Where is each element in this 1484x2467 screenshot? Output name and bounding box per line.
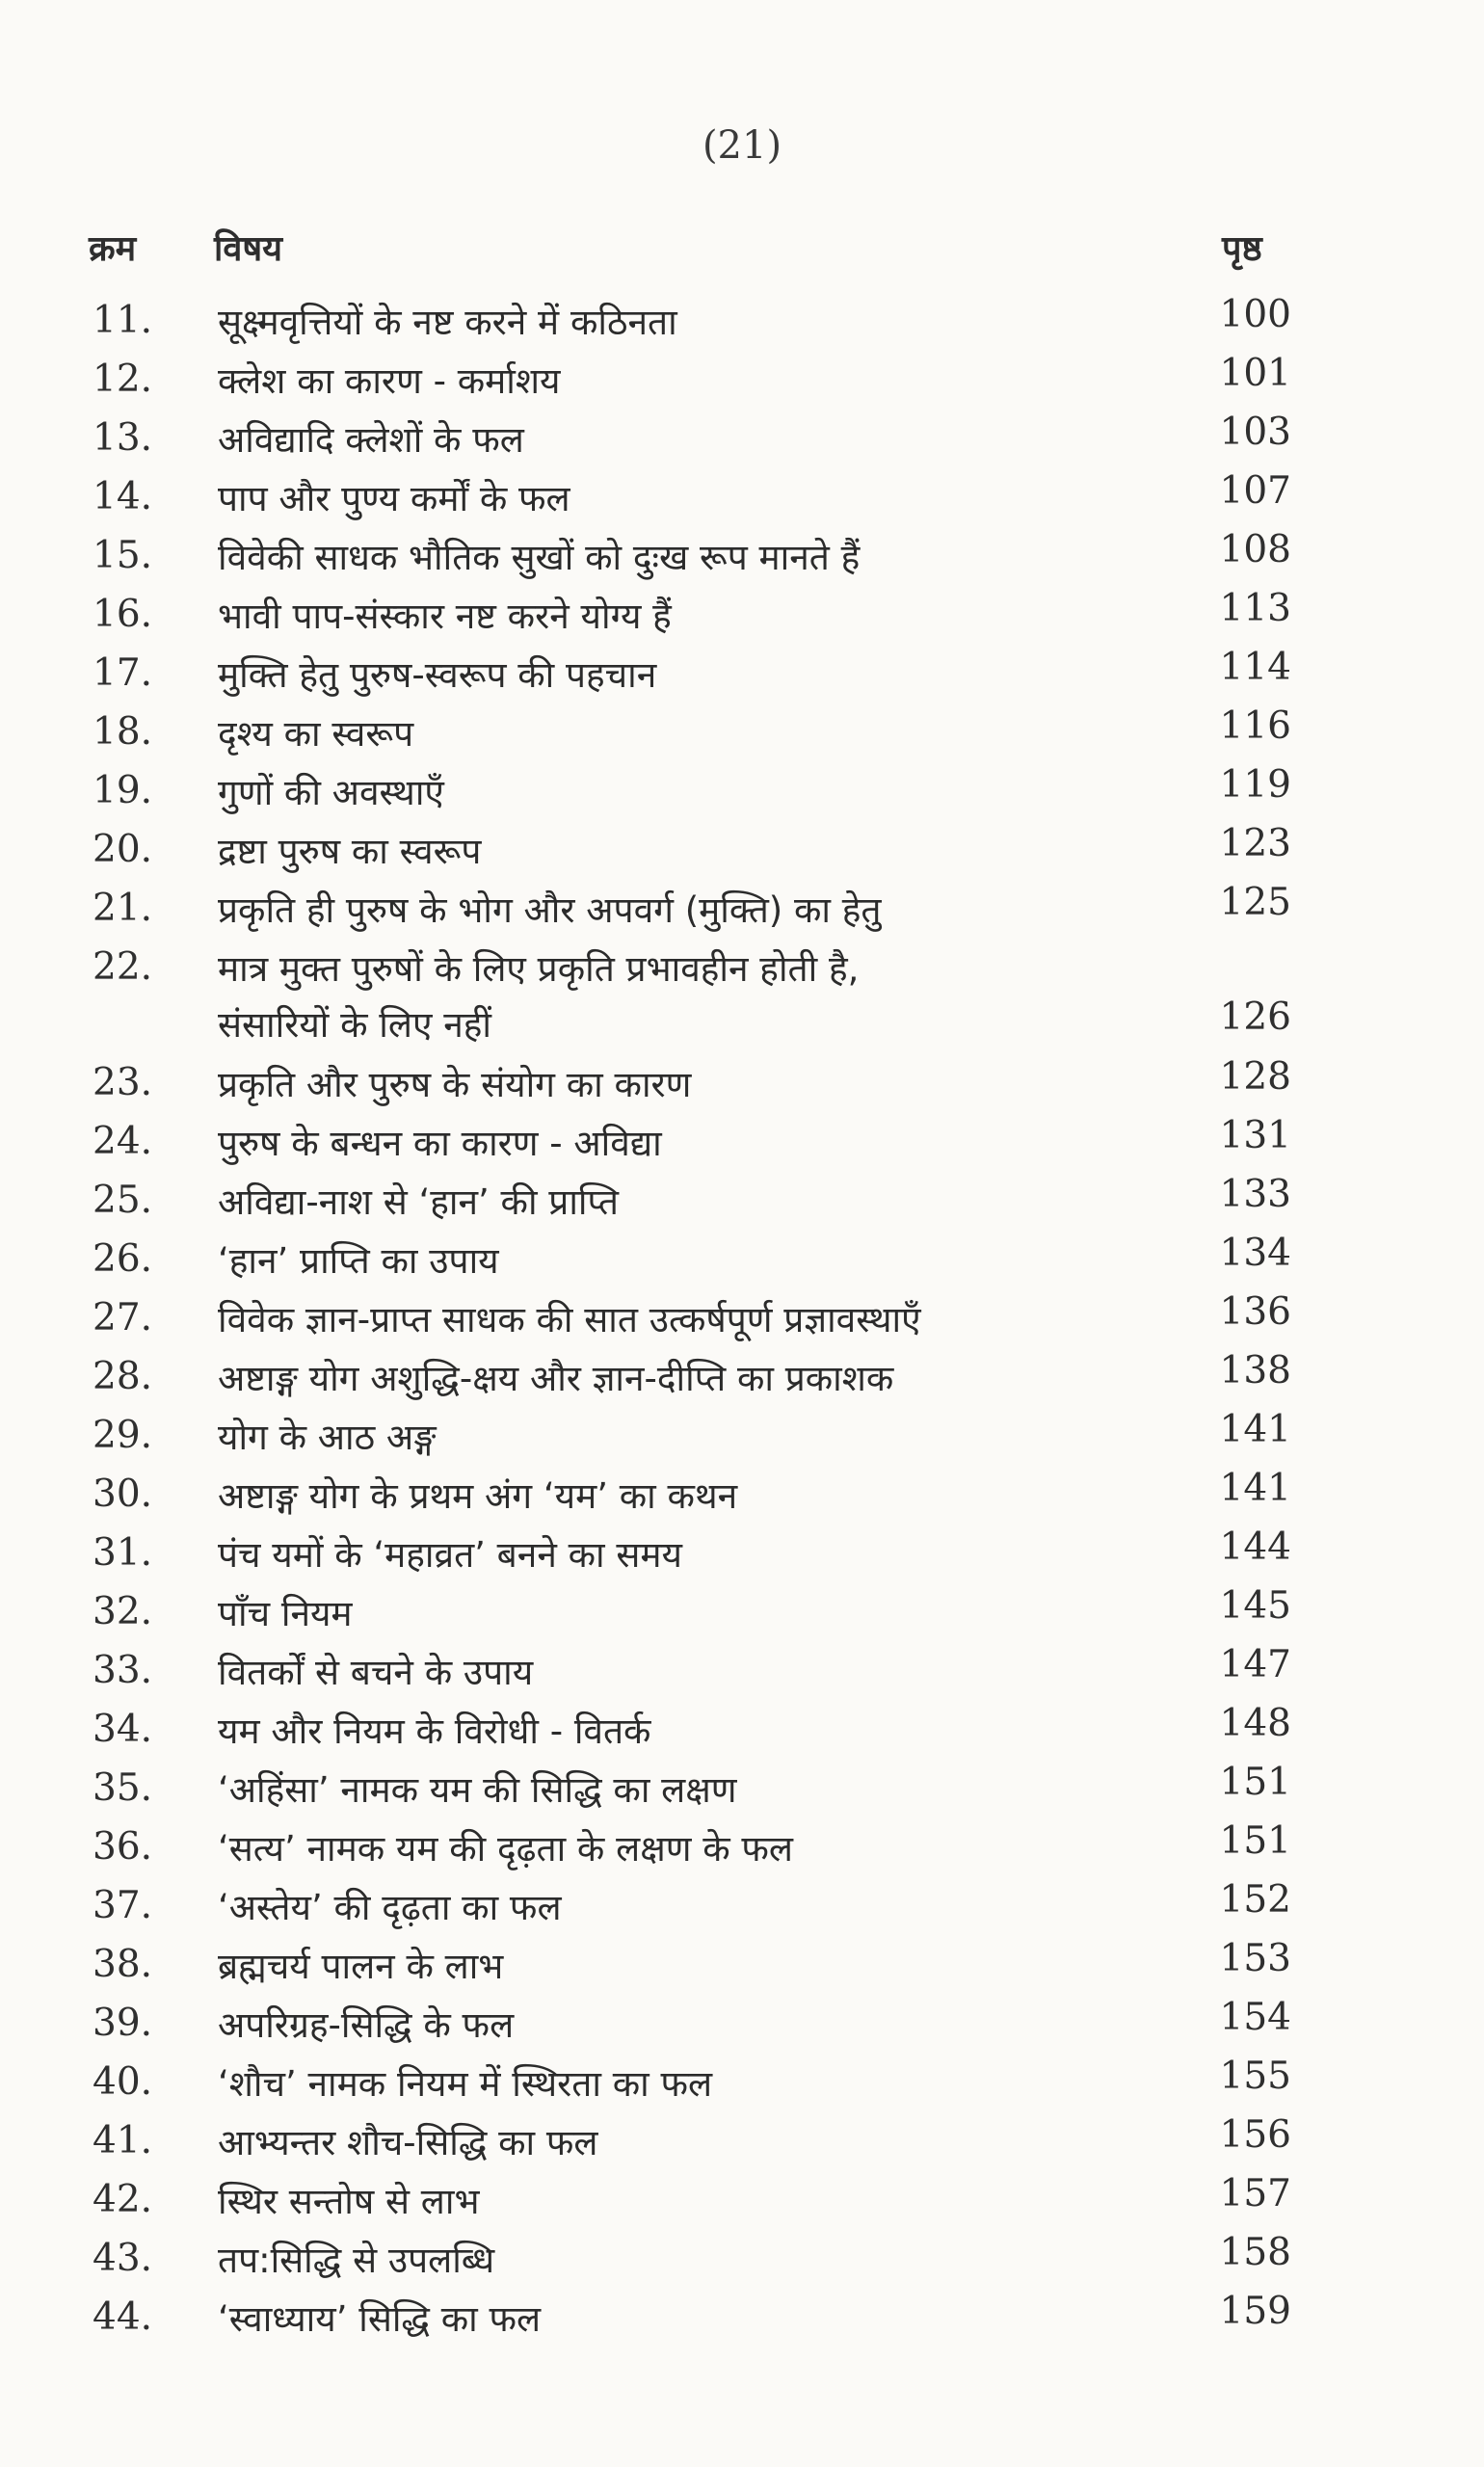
toc-entry (0, 646, 1484, 704)
entry-number: 11. (93, 299, 153, 342)
entry-title-line: क्लेश का कारण - कर्माशय (218, 360, 561, 402)
entry-page-number: 101 (1219, 352, 1291, 395)
entry-title-line: अविद्या-नाश से ‘हान’ की प्राप्ति (218, 1181, 619, 1223)
entry-number: 38. (93, 1943, 153, 1986)
entry-title-line: गुणों की अवस्थाएँ (218, 772, 444, 813)
entry-page-number: 144 (1219, 1525, 1291, 1569)
entry-page-number: 100 (1219, 293, 1291, 336)
entry-title (218, 2233, 1181, 2289)
entry-title-line: अविद्यादि क्लेशों के फल (218, 419, 524, 461)
toc-entry (0, 2113, 1484, 2172)
entry-title-line: अपरिग्रह-सिद्धि के फल (218, 2004, 515, 2046)
entry-title (218, 589, 1181, 645)
toc-entry (0, 1290, 1484, 1349)
entry-title (218, 1116, 1181, 1172)
entry-title (218, 1175, 1181, 1231)
entry-number: 26. (93, 1237, 153, 1281)
entry-page-number: 154 (1219, 1996, 1291, 2039)
entry-title (218, 1527, 1181, 1583)
entry-title (218, 648, 1181, 703)
entry-number: 19. (93, 769, 153, 812)
entry-title (218, 2056, 1181, 2112)
toc-entry (0, 1114, 1484, 1173)
toc-entry (0, 822, 1484, 881)
toc-entry (0, 1819, 1484, 1878)
entry-page-number: 151 (1219, 1761, 1291, 1804)
toc-entry (0, 1996, 1484, 2055)
entry-title (218, 942, 1181, 1053)
entry-title (218, 1234, 1181, 1289)
entry-title (218, 1586, 1181, 1642)
entry-page-number: 103 (1219, 411, 1291, 454)
toc-entry (0, 1643, 1484, 1702)
entry-title-line: मुक्ति हेतु पुरुष-स्वरूप की पहचान (218, 654, 657, 696)
entry-title-line: विवेकी साधक भौतिक सुखों को दुःख रूप मानते हैं (218, 537, 861, 578)
entry-number: 32. (93, 1590, 153, 1633)
entry-title-line: पाँच नियम (218, 1593, 353, 1634)
entry-title-line: द्रष्टा पुरुष का स्वरूप (218, 831, 482, 872)
entry-page-number: 134 (1219, 1232, 1291, 1275)
entry-number: 14. (93, 475, 153, 518)
toc-entry (0, 411, 1484, 469)
entry-page-number: 159 (1219, 2290, 1291, 2333)
entry-page-number: 148 (1219, 1702, 1291, 1745)
entry-page-number: 152 (1219, 1878, 1291, 1922)
entry-number: 42. (93, 2178, 153, 2221)
entry-number: 29. (93, 1414, 153, 1457)
entry-page-number: 147 (1219, 1643, 1291, 1686)
entry-title (218, 1763, 1181, 1818)
entry-title-line: ‘स्वाध्याय’ सिद्धि का फल (218, 2298, 542, 2340)
entry-title-line: अष्टाङ्ग योग अशुद्धि-क्षय और ज्ञान-दीप्ति का प्रकाशक (218, 1358, 894, 1399)
entry-number: 12. (93, 358, 153, 401)
toc-entry (0, 1173, 1484, 1232)
entry-title-line: तप:सिद्धि से उपलब्धि (218, 2240, 495, 2281)
entry-page-number: 126 (1219, 995, 1291, 1039)
subject-column-header: विषय (214, 229, 283, 269)
entry-number: 31. (93, 1531, 153, 1575)
entry-number: 40. (93, 2060, 153, 2104)
entry-page-number: 125 (1219, 881, 1291, 924)
entry-title (218, 2292, 1181, 2348)
entry-page-number: 123 (1219, 822, 1291, 865)
entry-page-number: 113 (1219, 587, 1291, 630)
toc-entry (0, 881, 1484, 940)
entry-title-line: दृश्य का स्वरूप (218, 713, 414, 755)
entry-number: 16. (93, 593, 153, 636)
entry-number: 27. (93, 1296, 153, 1340)
entry-page-number: 145 (1219, 1584, 1291, 1628)
entry-page-number: 138 (1219, 1349, 1291, 1393)
entry-title (218, 765, 1181, 821)
entry-number: 41. (93, 2119, 153, 2162)
entry-number: 39. (93, 2002, 153, 2045)
toc-entry (0, 2290, 1484, 2348)
entry-number: 15. (93, 534, 153, 577)
toc-entry (0, 940, 1484, 1055)
entry-title (218, 1939, 1181, 1995)
entry-page-number: 158 (1219, 2231, 1291, 2274)
entry-title (218, 824, 1181, 880)
entry-title-line: विवेक ज्ञान-प्राप्त साधक की सात उत्कर्षपूर्ण प्रज्ञावस्थाएँ (218, 1299, 921, 1340)
entry-page-number: 114 (1219, 646, 1291, 689)
entry-title (218, 1057, 1181, 1113)
entry-page-number: 155 (1219, 2055, 1291, 2098)
toc-entry (0, 1349, 1484, 1408)
entry-title-line: ‘हान’ प्राप्ति का उपाय (218, 1240, 499, 1282)
toc-entry (0, 1702, 1484, 1761)
entry-title-line: ब्रह्मचर्य पालन के लाभ (218, 1946, 504, 1987)
entry-number: 13. (93, 416, 153, 460)
toc-entry (0, 1584, 1484, 1643)
entry-title-line: आभ्यन्तर शौच-सिद्धि का फल (218, 2122, 598, 2163)
entry-number: 17. (93, 651, 153, 695)
entry-title (218, 1410, 1181, 1466)
entry-title-line: पाप और पुण्य कर्मों के फल (218, 478, 570, 519)
entry-number: 21. (93, 887, 153, 930)
entry-title (218, 883, 1181, 939)
entry-page-number: 108 (1219, 528, 1291, 571)
entry-number: 34. (93, 1708, 153, 1751)
entry-title (218, 471, 1181, 527)
entry-number: 43. (93, 2237, 153, 2280)
toc-entry (0, 469, 1484, 528)
entry-number: 23. (93, 1061, 153, 1104)
entry-title (218, 1880, 1181, 1936)
entry-title-line: प्रकृति और पुरुष के संयोग का कारण (218, 1064, 692, 1105)
entry-number: 33. (93, 1649, 153, 1692)
toc-entry (0, 1761, 1484, 1819)
toc-entry (0, 528, 1484, 587)
toc-entry (0, 1525, 1484, 1584)
entry-page-number: 141 (1219, 1467, 1291, 1510)
entry-title (218, 295, 1181, 351)
entry-title-line: योग के आठ अङ्ग (218, 1417, 437, 1458)
toc-entry (0, 2172, 1484, 2231)
entry-title-line: वितर्कों से बचने के उपाय (218, 1652, 534, 1693)
entry-title (218, 706, 1181, 762)
entry-number: 20. (93, 828, 153, 871)
toc-entry (0, 2055, 1484, 2113)
entry-title (218, 1821, 1181, 1877)
entry-page-number: 119 (1219, 763, 1291, 807)
entry-page-number: 141 (1219, 1408, 1291, 1451)
toc-list (0, 293, 1484, 2348)
entry-title (218, 412, 1181, 468)
toc-entry (0, 1408, 1484, 1467)
entry-page-number: 157 (1219, 2172, 1291, 2215)
entry-number: 35. (93, 1766, 153, 1810)
entry-title-line: अष्टाङ्ग योग के प्रथम अंग ‘यम’ का कथन (218, 1475, 738, 1517)
toc-entry (0, 763, 1484, 822)
entry-page-number: 133 (1219, 1173, 1291, 1216)
entry-title-line: संसारियों के लिए नहीं (218, 1004, 491, 1046)
toc-entry (0, 1055, 1484, 1114)
entry-title (218, 1998, 1181, 2054)
toc-entry (0, 704, 1484, 763)
toc-entry (0, 2231, 1484, 2290)
entry-page-number: 107 (1219, 469, 1291, 513)
toc-entry (0, 352, 1484, 411)
entry-title-line: ‘अहिंसा’ नामक यम की सिद्धि का लक्षण (218, 1769, 737, 1811)
entry-title-line: ‘अस्तेय’ की दृढ़ता का फल (218, 1887, 562, 1928)
entry-page-number: 136 (1219, 1290, 1291, 1334)
entry-title-line: ‘सत्य’ नामक यम की दृढ़ता के लक्षण के फल (218, 1828, 794, 1870)
toc-entry (0, 1878, 1484, 1937)
entry-page-number: 151 (1219, 1819, 1291, 1863)
serial-column-header: क्रम (89, 229, 137, 269)
toc-entry (0, 1467, 1484, 1525)
entry-title-line: मात्र मुक्त पुरुषों के लिए प्रकृति प्रभावहीन होती है, (218, 948, 860, 990)
entry-title-line: पंच यमों के ‘महाव्रत’ बनने का समय (218, 1534, 682, 1576)
entry-page-number: 116 (1219, 704, 1291, 748)
toc-entry (0, 293, 1484, 352)
entry-title (218, 1469, 1181, 1525)
entry-title-line: सूक्ष्मवृत्तियों के नष्ट करने में कठिनता (218, 302, 677, 343)
entry-number: 44. (93, 2295, 153, 2339)
entry-page-number: 128 (1219, 1055, 1291, 1099)
entry-title-line: प्रकृति ही पुरुष के भोग और अपवर्ग (मुक्ति) का हेतु (218, 889, 882, 931)
entry-title (218, 2115, 1181, 2171)
entry-number: 37. (93, 1884, 153, 1927)
entry-title-line: भावी पाप-संस्कार नष्ट करने योग्य हैं (218, 596, 672, 637)
entry-title (218, 2174, 1181, 2230)
entry-number: 36. (93, 1825, 153, 1869)
entry-page-number: 153 (1219, 1937, 1291, 1980)
entry-number: 18. (93, 710, 153, 754)
entry-page-number: 156 (1219, 2113, 1291, 2157)
entry-title-line: स्थिर सन्तोष से लाभ (218, 2181, 480, 2222)
entry-title (218, 1351, 1181, 1407)
entry-title-line: पुरुष के बन्धन का कारण - अविद्या (218, 1123, 662, 1164)
entry-title (218, 530, 1181, 586)
entry-number: 28. (93, 1355, 153, 1398)
toc-header (0, 224, 1484, 281)
toc-entry (0, 1232, 1484, 1290)
entry-number: 24. (93, 1120, 153, 1163)
entry-number: 25. (93, 1179, 153, 1222)
entry-title (218, 1704, 1181, 1760)
entry-title (218, 1645, 1181, 1701)
entry-page-number: 131 (1219, 1114, 1291, 1157)
entry-number: 22. (93, 945, 153, 989)
page-column-header: पृष्ठ (1222, 229, 1262, 269)
entry-title (218, 354, 1181, 410)
entry-title-line: ‘शौच’ नामक नियम में स्थिरता का फल (218, 2063, 713, 2105)
toc-entry (0, 587, 1484, 646)
entry-number: 30. (93, 1472, 153, 1516)
entry-title-line: यम और नियम के विरोधी - वितर्क (218, 1711, 651, 1752)
page-number: (21) (702, 123, 782, 168)
entry-title (218, 1292, 1181, 1348)
toc-entry (0, 1937, 1484, 1996)
